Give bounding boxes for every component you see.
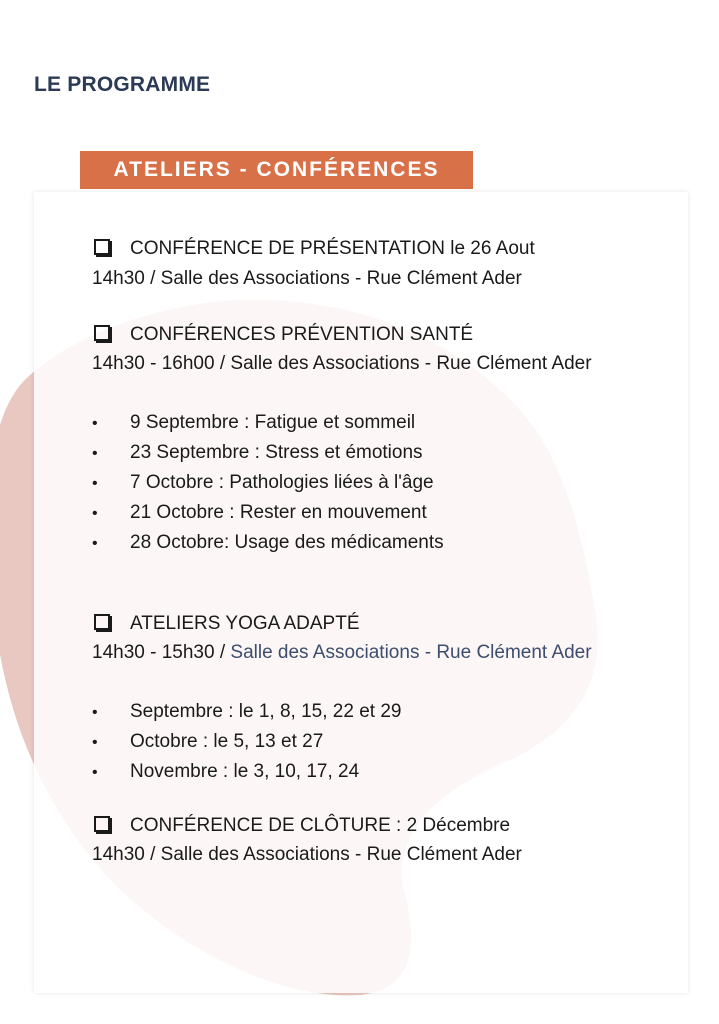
list-item — [92, 727, 401, 757]
venue-text: Salle des Associations - Rue Clément Ader — [160, 844, 522, 865]
heading-text: CONFÉRENCES PRÉVENTION SANTÉ — [130, 324, 474, 345]
page-title: LE PROGRAMME — [34, 73, 211, 96]
schedule-line — [92, 352, 592, 376]
bullet-icon: • — [92, 704, 98, 721]
checkbox-icon — [94, 239, 110, 255]
list-item-text: Novembre : le 3, 10, 17, 24 — [130, 761, 360, 782]
schedule-line — [92, 843, 522, 867]
list-item — [92, 528, 444, 558]
list-item-text: 7 Octobre : Pathologies liées à l'âge — [130, 472, 434, 493]
time-text: 14h30 / — [92, 268, 161, 289]
venue-text: Salle des Associations - Rue Clément Ader — [230, 353, 592, 374]
schedule-line — [92, 641, 592, 665]
venue-text: Salle des Associations - Rue Clément Ader — [160, 268, 522, 289]
list-item — [92, 438, 444, 468]
bullet-icon: • — [92, 475, 98, 492]
heading-prevention-conferences — [92, 323, 473, 347]
list-item — [92, 408, 444, 438]
bullet-icon: • — [92, 445, 98, 462]
section-banner: ATELIERS - CONFÉRENCES — [80, 151, 473, 189]
schedule-line — [92, 267, 522, 291]
heading-closing-conference — [92, 814, 510, 838]
list-item — [92, 697, 401, 727]
list-item-text: 23 Septembre : Stress et émotions — [130, 442, 423, 463]
list-item-text: 28 Octobre: Usage des médicaments — [130, 532, 444, 553]
bullet-icon: • — [92, 505, 98, 522]
list-item-text: Octobre : le 5, 13 et 27 — [130, 731, 324, 752]
heading-presentation-conference — [92, 237, 535, 261]
list-item — [92, 757, 401, 787]
yoga-dates-list — [92, 697, 401, 787]
checkbox-icon — [94, 325, 110, 341]
list-item-text: 21 Octobre : Rester en mouvement — [130, 502, 427, 523]
heading-yoga-workshops — [92, 612, 360, 636]
checkbox-icon — [94, 614, 110, 630]
time-text: 14h30 / — [92, 844, 161, 865]
checkbox-icon — [94, 816, 110, 832]
list-item-text: Septembre : le 1, 8, 15, 22 et 29 — [130, 701, 402, 722]
bullet-icon: • — [92, 415, 98, 432]
list-item — [92, 468, 444, 498]
bullet-icon: • — [92, 764, 98, 781]
prevention-dates-list — [92, 408, 444, 558]
bullet-icon: • — [92, 734, 98, 751]
venue-text: Salle des Associations - Rue Clément Ader — [230, 642, 592, 663]
heading-text: CONFÉRENCE DE CLÔTURE : 2 Décembre — [130, 815, 511, 836]
list-item — [92, 498, 444, 528]
heading-text: CONFÉRENCE DE PRÉSENTATION le 26 Aout — [130, 238, 535, 259]
time-text: 14h30 - 16h00 / — [92, 353, 231, 374]
list-item-text: 9 Septembre : Fatigue et sommeil — [130, 412, 416, 433]
program-card — [34, 192, 688, 993]
bullet-icon: • — [92, 535, 98, 552]
time-text: 14h30 - 15h30 / — [92, 642, 231, 663]
heading-text: ATELIERS YOGA ADAPTÉ — [130, 613, 360, 634]
